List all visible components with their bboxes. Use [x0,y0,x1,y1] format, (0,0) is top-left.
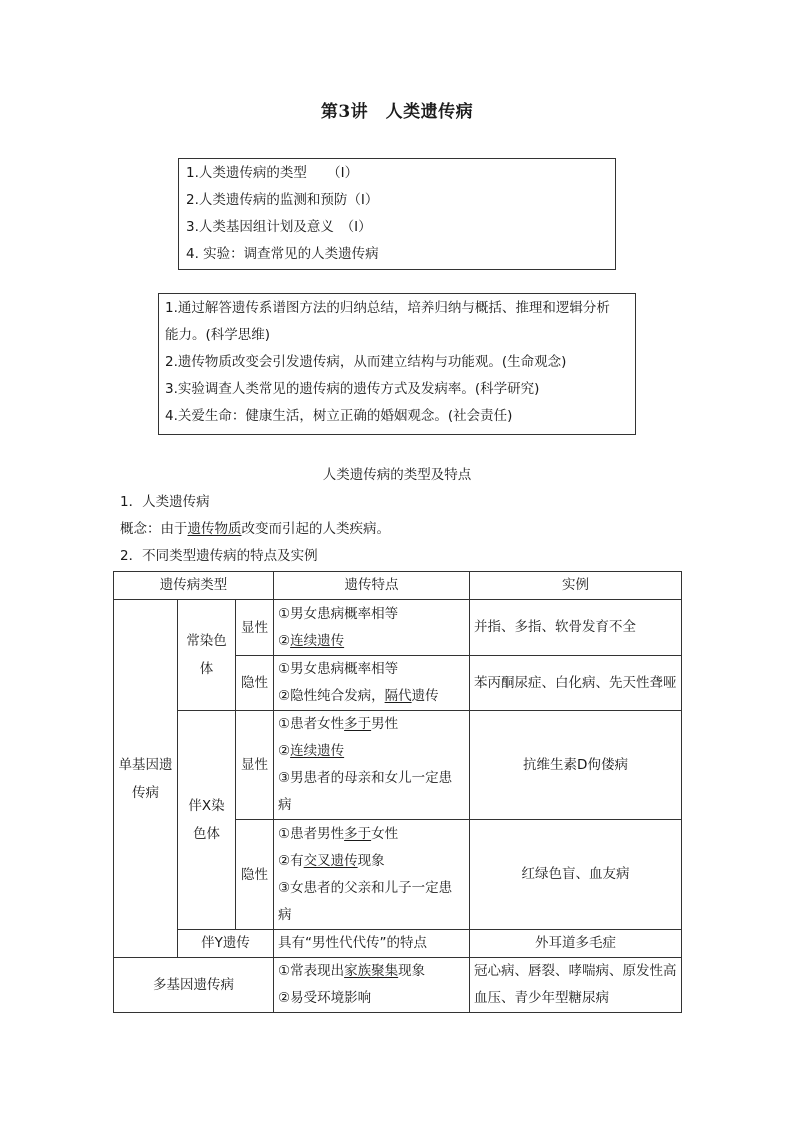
ad-example-cell: 并指、多指、软骨发育不全 [470,600,682,656]
xd-feature-cell [274,711,470,820]
requirement-item: 2.人类遗传病的监测和预防（Ⅰ） [186,192,379,208]
ad-feature-2-underlined: 连续遗传 [290,632,345,649]
literacy-item: 1.通过解答遗传系谱图方法的归纳总结，培养归纳与概括、推理和逻辑分析 [165,300,610,316]
xd-feature-1-pre: ①患者女性 [278,716,345,732]
xd-example-cell: 抗维生素D佝偻病 [470,711,682,820]
literacy-box [158,293,636,435]
y-example-cell: 外耳道多毛症 [470,930,682,958]
item-1-heading: 1．人类遗传病 [120,494,210,510]
xr-feature-2-post: 现象 [357,852,385,869]
ar-feature-2-post: 遗传 [411,688,439,704]
xd-feature-1-post: 男性 [371,716,399,732]
section-title: 人类遗传病的类型及特点 [322,467,472,483]
recessive-cell: 隐性 [236,656,274,711]
xr-feature-3: ③女患者的父亲和儿子一定患病 [278,879,453,923]
single-gene-cell [114,600,178,958]
poly-feature-1-pre: ①常表现出 [278,963,345,979]
poly-feature-1 [278,958,465,985]
literacy-item: 3.实验调查人类常见的遗传病的遗传方式及发病率。(科学研究) [165,381,540,397]
xr-feature-1-pre: ①患者男性 [278,825,345,842]
xr-feature-1 [278,821,465,848]
literacy-item: 4.关爱生命：健康生活，树立正确的婚姻观念。(社会责任) [165,408,513,424]
x-linked-cell [178,711,236,930]
recessive-cell: 隐性 [236,820,274,930]
xr-feature-2-underlined: 交叉遗传 [303,852,358,869]
dominant-cell: 显性 [236,711,274,820]
table-row [114,711,682,820]
requirement-item: 3.人类基因组计划及意义 （Ⅰ） [186,219,372,235]
literacy-item: 能力。(科学思维) [165,327,271,343]
header-feature: 遗传特点 [274,572,470,600]
num-2: ② [278,632,291,649]
ar-feature-1: ①男女患病概率相等 [278,661,399,677]
literacy-item: 2.遗传物质改变会引发遗传病，从而建立结构与功能观。(生命观念) [165,354,567,370]
table-row [114,958,682,1013]
requirements-box [178,158,616,270]
poly-type-cell: 多基因遗传病 [114,958,274,1013]
ad-feature-2 [278,628,465,655]
poly-feature-cell [274,958,470,1013]
xr-feature-1-post: 女性 [371,825,399,842]
table-header-row [114,572,682,600]
autosome-cell [178,600,236,711]
xd-feature-1 [278,711,465,738]
y-feature-cell: 具有“男性代代传”的特点 [274,930,470,958]
xd-feature-2-underlined: 连续遗传 [290,743,345,759]
ar-feature-2-underlined: 隔代 [384,688,412,704]
table-row [114,600,682,656]
xr-feature-cell [274,820,470,930]
num-2: ② [278,743,291,759]
concept-suffix: 改变而引起的人类疾病。 [241,521,390,537]
concept-underlined: 遗传物质 [187,521,242,537]
concept-line [120,517,390,537]
single-gene-label: 单基因遗传病 [118,756,173,801]
genetic-disease-table [113,571,682,1013]
xr-feature-2-pre: ②有 [278,852,304,869]
dominant-cell: 显性 [236,600,274,656]
ad-feature-cell [274,600,470,656]
xr-feature-2 [278,848,465,875]
concept-prefix: 概念：由于 [120,521,188,537]
table-row [114,930,682,958]
y-type-cell: 伴Y遗传 [178,930,274,958]
xd-feature-2 [278,738,465,765]
xr-example-cell: 红绿色盲、血友病 [470,820,682,930]
x-linked-label: 伴X染色体 [188,798,225,842]
requirement-item: 4. 实验：调查常见的人类遗传病 [186,246,379,262]
poly-feature-1-post: 现象 [398,963,426,979]
poly-feature-1-underlined: 家族聚集 [344,963,399,979]
ar-feature-2 [278,683,465,710]
ar-feature-cell [274,656,470,711]
xd-feature-3: ③男患者的母亲和女儿一定患病 [278,770,453,813]
autosome-label: 常染色体 [186,633,227,677]
ar-example-cell: 苯丙酮尿症、白化病、先天性聋哑 [470,656,682,711]
requirement-item: 1.人类遗传病的类型 （Ⅰ） [186,165,359,181]
poly-example-cell: 冠心病、唇裂、哮喘病、原发性高血压、青少年型糖尿病 [470,958,682,1013]
header-example: 实例 [470,572,682,600]
header-type: 遗传病类型 [114,572,274,600]
page-title: 第3讲 人类遗传病 [320,102,474,122]
ad-feature-1: ①男女患病概率相等 [278,605,399,622]
poly-feature-2: ②易受环境影响 [278,990,372,1006]
xr-feature-1-underlined: 多于 [344,825,372,842]
item-2-heading: 2．不同类型遗传病的特点及实例 [120,548,318,564]
ar-feature-2-pre: ②隐性纯合发病， [278,688,385,704]
xd-feature-1-underlined: 多于 [344,716,372,732]
